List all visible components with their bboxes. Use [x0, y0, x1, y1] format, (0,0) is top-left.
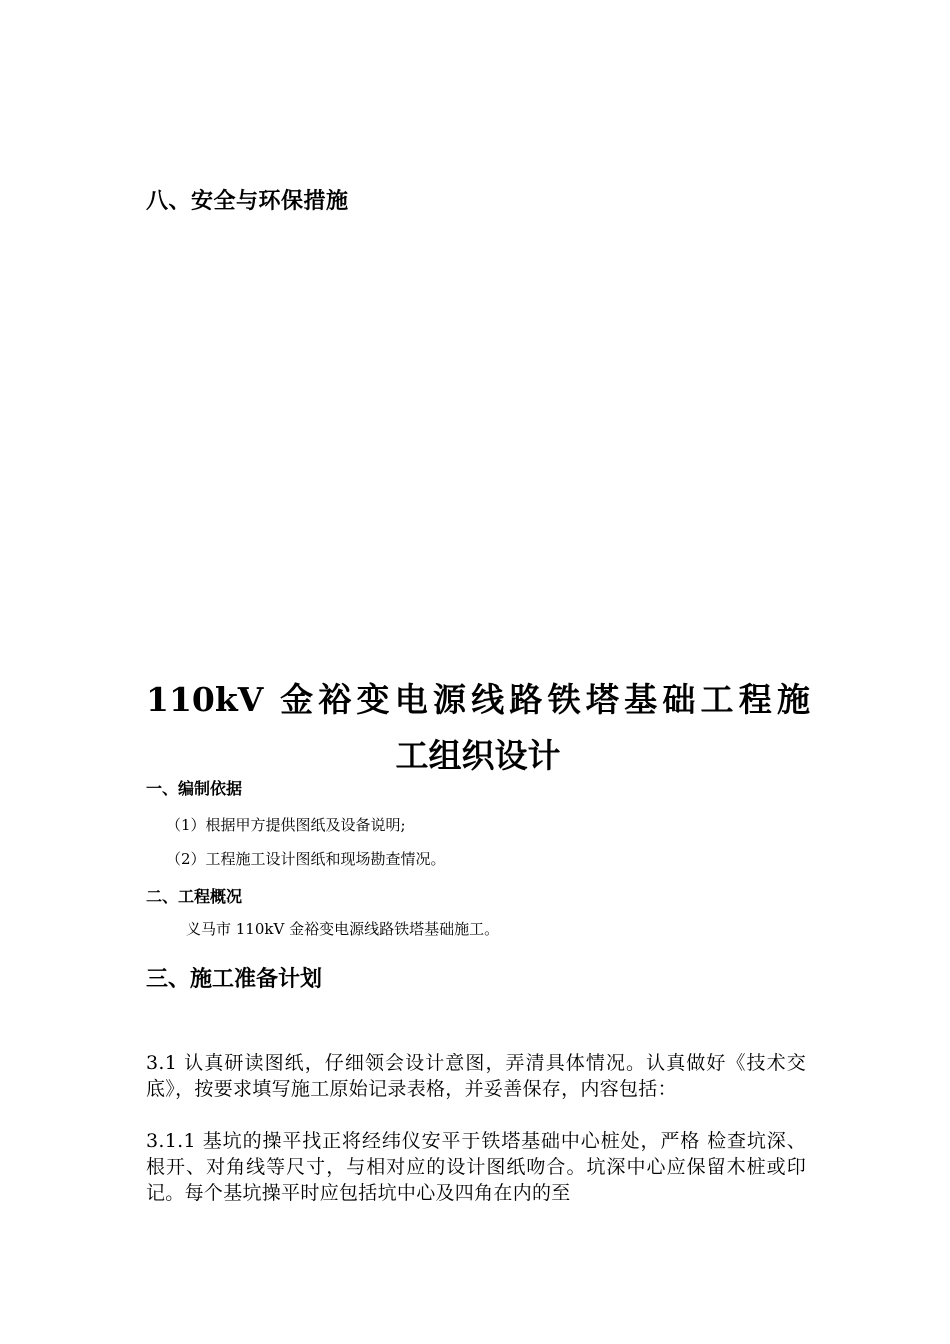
document-title [146, 672, 810, 784]
toc-heading-safety: 八、安全与环保措施 [146, 189, 349, 214]
basis-item-1: （1）根据甲方提供图纸及设备说明; [166, 816, 406, 834]
section-heading-preparation: 三、施工准备计划 [146, 967, 323, 992]
document-title-line-1: 110kV 金裕变电源线路铁塔基础工程施 [146, 680, 810, 719]
section-heading-basis: 一、编制依据 [146, 779, 243, 798]
preparation-paragraph-2: 3.1.1 基坑的操平找正将经纬仪安平于铁塔基础中心桩处，严格 检查坑深、根开、对角线等尺寸，与相对应的设计图纸吻合。坑深中心应保留木桩或印记。每个基坑操平时应包括坑中心及四角在内的至 [146, 1130, 806, 1204]
document-title-line-2: 工组织设计 [395, 736, 561, 775]
overview-text: 义马市 110kV 金裕变电源线路铁塔基础施工。 [186, 920, 500, 938]
basis-item-2: （2）工程施工设计图纸和现场勘查情况。 [166, 850, 446, 868]
section-heading-overview: 二、工程概况 [146, 887, 243, 906]
preparation-paragraph-1: 3.1 认真研读图纸，仔细领会设计意图，弄清具体情况。认真做好《技术交底》，按要求填写施工原始记录表格，并妥善保存，内容包括： [146, 1052, 806, 1100]
